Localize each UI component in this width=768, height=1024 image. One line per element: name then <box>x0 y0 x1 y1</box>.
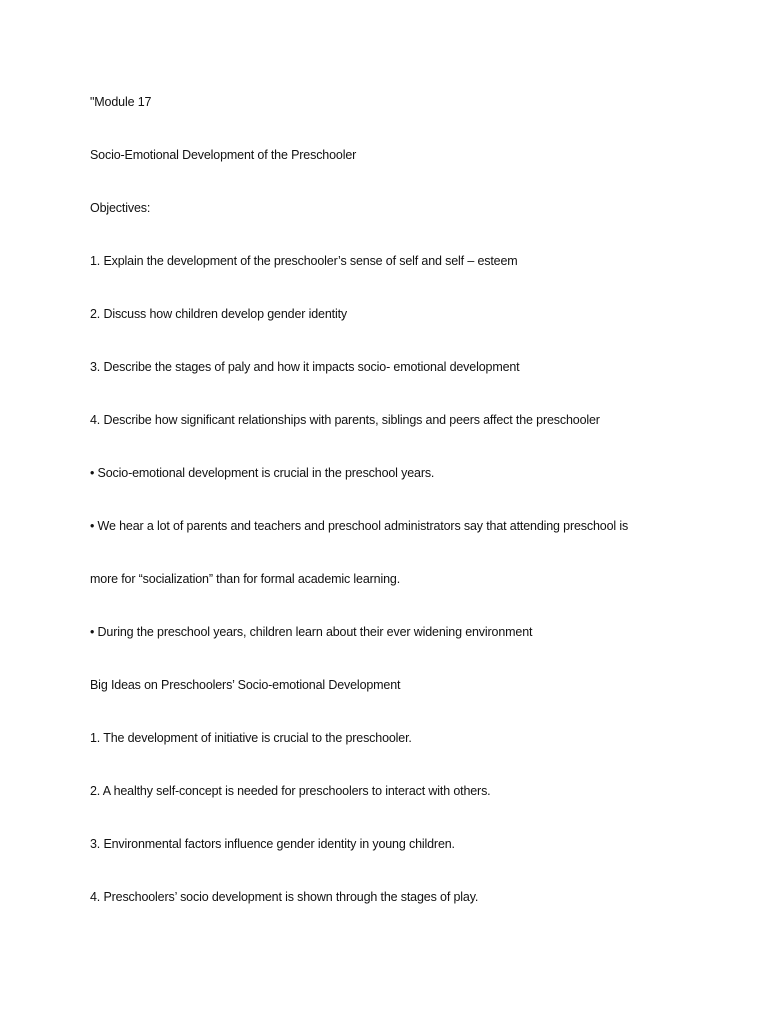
big-idea-item-4: 4. Preschoolers’ socio development is shown through the stages of play. <box>90 890 479 904</box>
big-idea-item-2: 2. A healthy self-concept is needed for preschoolers to interact with others. <box>90 784 491 798</box>
objective-item-3: 3. Describe the stages of paly and how it impacts socio- emotional development <box>90 360 520 374</box>
objective-item-1: 1. Explain the development of the preschooler’s sense of self and self – esteem <box>90 254 518 268</box>
bullet-item-3: • During the preschool years, children learn about their ever widening environment <box>90 625 533 639</box>
module-title: Socio-Emotional Development of the Preschooler <box>90 148 357 162</box>
objectives-heading: Objectives: <box>90 201 151 215</box>
big-ideas-heading: Big Ideas on Preschoolers’ Socio-emotional Development <box>90 678 401 692</box>
bullet-item-1: • Socio-emotional development is crucial in the preschool years. <box>90 466 435 480</box>
big-idea-item-3: 3. Environmental factors influence gender identity in young children. <box>90 837 455 851</box>
bullet-item-2: • We hear a lot of parents and teachers and preschool administrators say that attending preschool is <box>90 519 629 533</box>
objective-item-2: 2. Discuss how children develop gender identity <box>90 307 347 321</box>
objective-item-4: 4. Describe how significant relationships with parents, siblings and peers affect the preschooler <box>90 413 600 427</box>
module-heading: "Module 17 <box>90 95 152 109</box>
big-idea-item-1: 1. The development of initiative is crucial to the preschooler. <box>90 731 412 745</box>
bullet-item-2-cont: more for “socialization” than for formal academic learning. <box>90 572 401 586</box>
